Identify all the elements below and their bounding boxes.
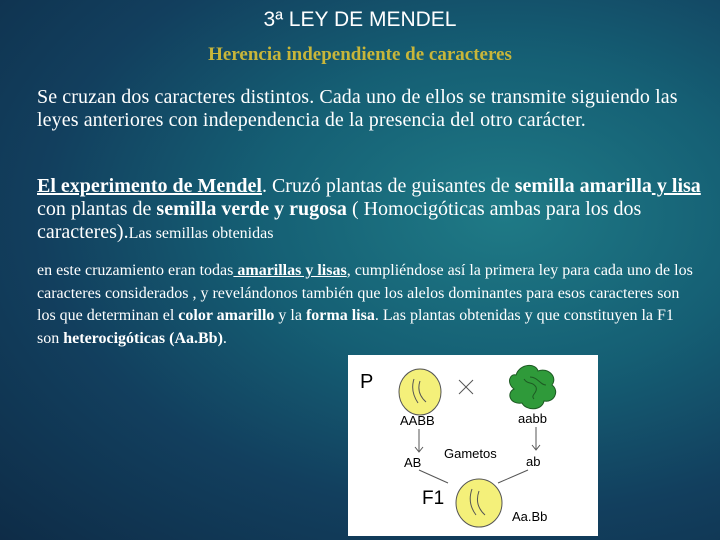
parent1-genotype: AABB xyxy=(400,413,435,428)
cross-symbol xyxy=(459,380,473,394)
parental-label: P xyxy=(360,371,374,393)
parent2-genotype: aabb xyxy=(518,411,547,426)
f1-label: F1 xyxy=(422,488,445,509)
gamete1-label: AB xyxy=(404,455,422,470)
experiment-paragraph: El experimento de Mendel. Cruzó plantas de guisantes de semilla amarilla y lisa con plantas de semilla verde y rugosa ( Homocigóticas ambas para los dos caracteres).Las semillas obtenidas xyxy=(37,175,701,243)
experiment-heading: El experimento de Mendel xyxy=(37,175,262,197)
gamete2-label: ab xyxy=(526,454,541,469)
slide-title: 3ª LEY DE MENDEL xyxy=(263,8,457,31)
intro-paragraph: Se cruzan dos caracteres distintos. Cada uno de ellos se transmite siguiendo las leyes anteriores con independencia de la presencia del otro carácter. xyxy=(37,86,678,131)
green-wrinkled-seed xyxy=(510,365,556,408)
mendel-cross-diagram xyxy=(348,355,598,536)
gametes-label: Gametos xyxy=(444,446,497,461)
f1-yellow-smooth-seed xyxy=(456,479,502,527)
slide-subtitle: Herencia independiente de caracteres xyxy=(208,44,512,65)
f1-genotype: Aa.Bb xyxy=(512,509,548,524)
result-paragraph: en este cruzamiento eran todas amarillas y lisas, cumpliéndose así la primera ley para cada uno de los caracteres considerados , y revelándonos también que los alelos dominantes para esos caracteres son los que determinan el color amarillo y la forma lisa. Las plantas obtenidas y que constituyen la F1 son heterocigóticas (Aa.Bb). xyxy=(37,262,693,347)
yellow-smooth-seed xyxy=(399,369,441,415)
